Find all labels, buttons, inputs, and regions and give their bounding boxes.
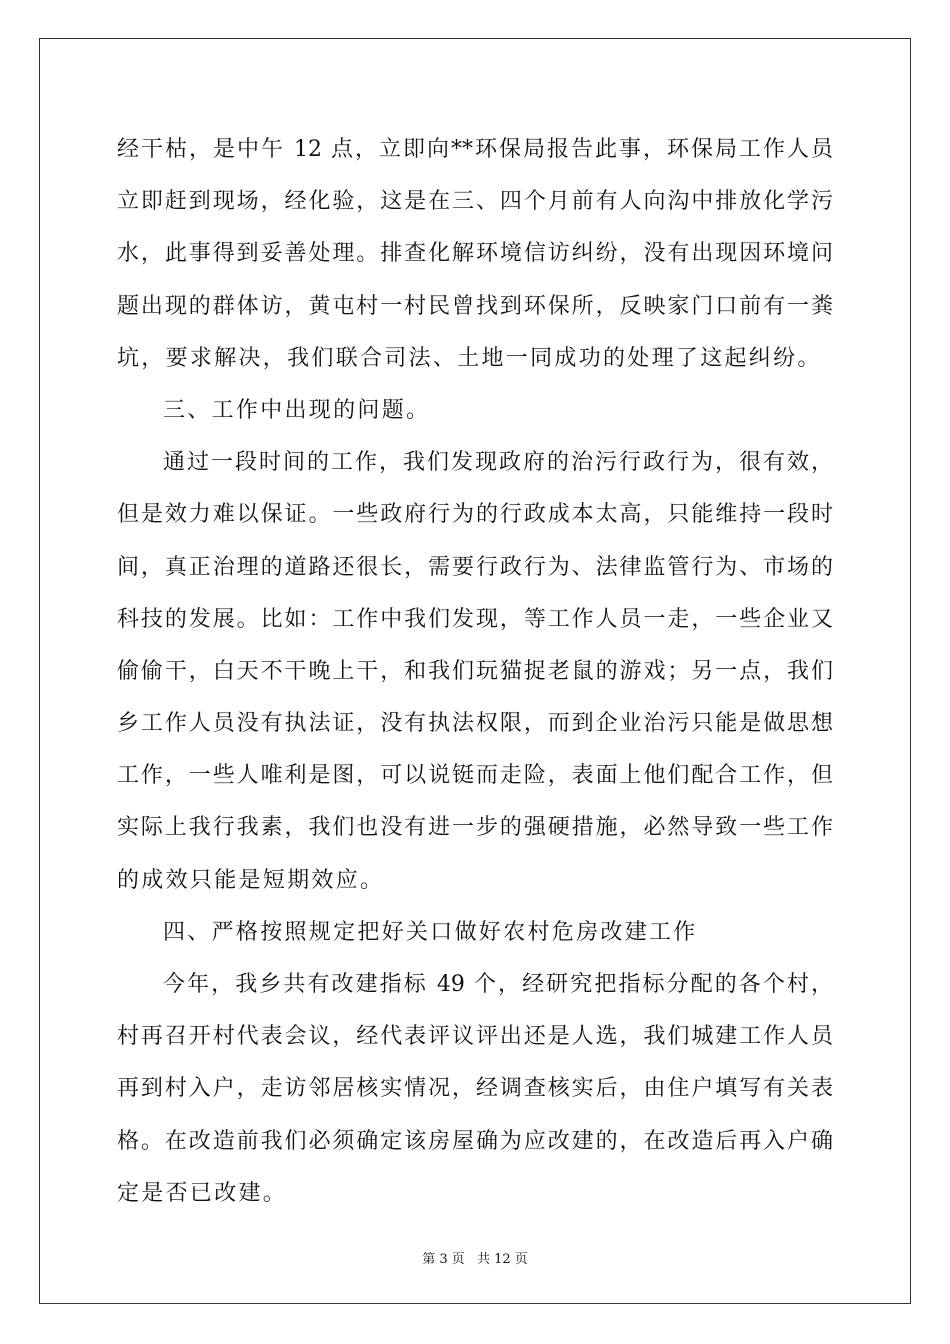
- text-line: 坑，要求解决，我们联合司法、土地一同成功的处理了这起纠纷。: [117, 345, 822, 371]
- text-line: 间，真正治理的道路还很长，需要行政行为、法律监管行为、市场的: [117, 554, 833, 580]
- text-line: 格。在改造前我们必须确定该房屋确为应改建的，在改造后再入户确: [117, 1128, 833, 1154]
- text-line: 题出现的群体访，黄屯村一村民曾找到环保所，反映家门口前有一粪: [117, 293, 833, 319]
- text-line: 科技的发展。比如：工作中我们发现，等工作人员一走，一些企业又: [117, 606, 833, 632]
- document-body: [117, 124, 833, 1220]
- text-line: 但是效力难以保证。一些政府行为的行政成本太高，只能维持一段时: [117, 502, 833, 528]
- text-line: 通过一段时间的工作，我们发现政府的治污行政行为，很有效，: [163, 450, 833, 476]
- text-line: 定是否已改建。: [117, 1180, 288, 1206]
- text-line: 水，此事得到妥善处理。排查化解环境信访纠纷，没有出现因环境问: [117, 241, 833, 267]
- text-line: 的成效只能是短期效应。: [117, 867, 385, 893]
- text-line: 立即赶到现场，经化验，这是在三、四个月前有人向沟中排放化学污: [117, 189, 833, 215]
- text-line: 偷偷干，白天不干晚上干，和我们玩猫捉老鼠的游戏；另一点，我们: [117, 658, 833, 684]
- text-line: 工作，一些人唯利是图，可以说铤而走险，表面上他们配合工作，但: [117, 763, 833, 789]
- section-heading: 三、工作中出现的问题。: [163, 397, 431, 423]
- text-line: 村再召开村代表会议，经代表评议评出还是人选，我们城建工作人员: [117, 1024, 833, 1050]
- text-line: 乡工作人员没有执法证，没有执法权限，而到企业治污只能是做思想: [117, 711, 833, 737]
- section-heading: 四、严格按照规定把好关口做好农村危房改建工作: [163, 919, 698, 945]
- page-total: 共 12 页: [476, 1252, 528, 1267]
- text-line: 经干枯，是中午 12 点，立即向**环保局报告此事，环保局工作人员: [117, 137, 833, 162]
- text-line: 今年，我乡共有改建指标 49 个，经研究把指标分配的各个村，: [163, 972, 833, 997]
- text-line: 实际上我行我素，我们也没有进一步的强硬措施，必然导致一些工作: [117, 815, 833, 841]
- page-footer: [0, 1248, 950, 1267]
- text-line: 再到村入户，走访邻居核实情况，经调查核实后，由住户填写有关表: [117, 1076, 833, 1102]
- page-number: 第 3 页: [422, 1252, 465, 1267]
